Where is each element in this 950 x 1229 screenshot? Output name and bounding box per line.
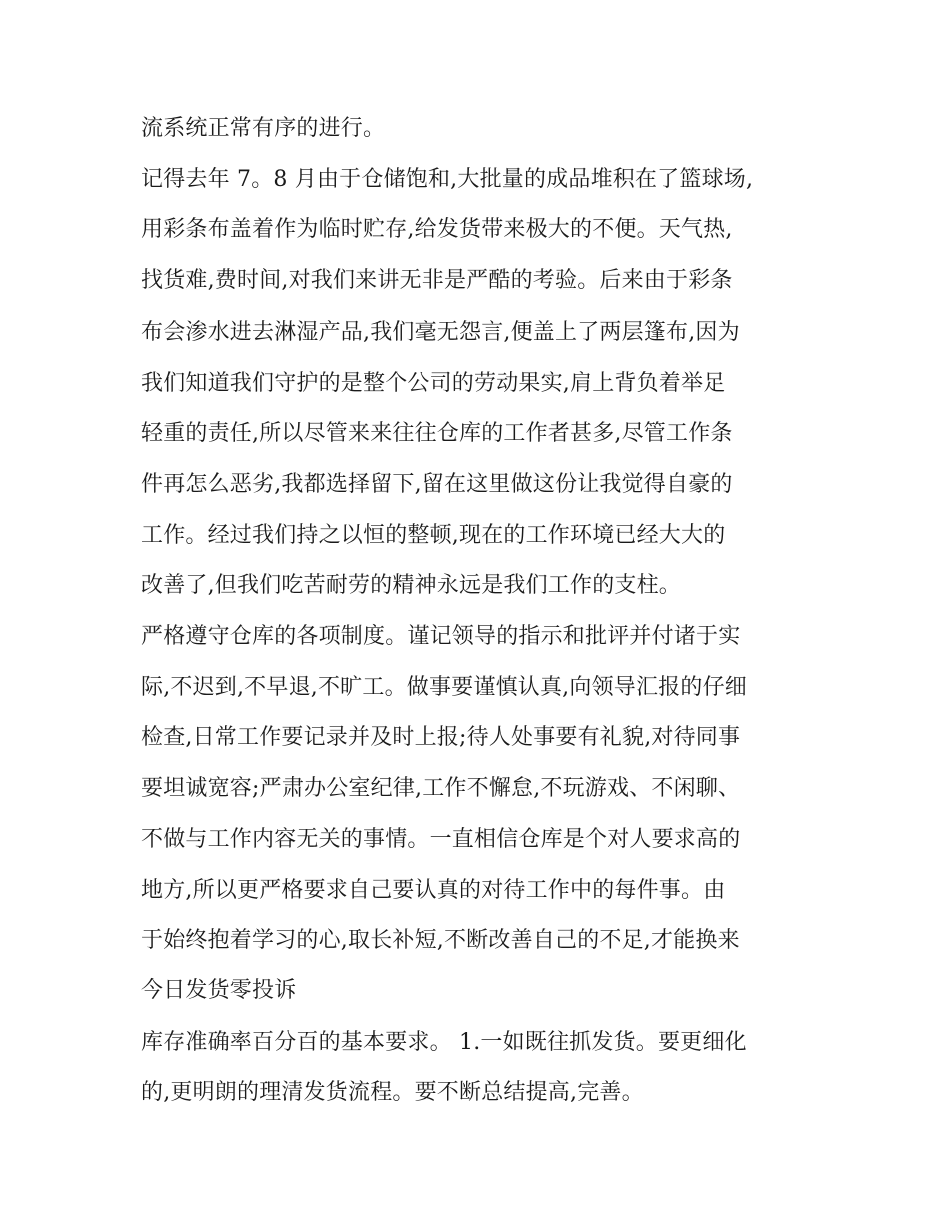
text-line: 的,更明朗的理清发货流程。要不断总结提高,完善。 (141, 1080, 644, 1105)
text-line: 库存准确率百分百的基本要求。 1.一如既往抓发货。要更细化 (141, 1030, 747, 1055)
text-line: 不做与工作内容无关的事情。一直相信仓库是个对人要求高的 (141, 827, 741, 852)
text-line: 要坦诚宽容;严肃办公室纪律,工作不懈怠,不玩游戏、不闲聊、 (141, 776, 741, 801)
text-line: 布会渗水进去淋湿产品,我们毫无怨言,便盖上了两层篷布,因为 (141, 320, 740, 345)
text-line: 检查,日常工作要记录并及时上报;待人处事要有礼貌,对待同事 (141, 725, 741, 750)
text-line: 件再怎么恶劣,我都选择留下,留在这里做这份让我觉得自豪的 (141, 472, 733, 497)
text-line: 记得去年 7。8 月由于仓储饱和,大批量的成品堆积在了篮球场, (141, 167, 754, 192)
text-line: 严格遵守仓库的各项制度。谨记领导的指示和批评并付诸于实 (141, 624, 741, 649)
text-line: 用彩条布盖着作为临时贮存,给发货带来极大的不便。天气热, (141, 217, 733, 242)
text-line: 找货难,费时间,对我们来讲无非是严酷的考验。后来由于彩条 (141, 268, 733, 293)
text-line: 流系统正常有序的进行。 (141, 116, 386, 141)
text-line: 于始终抱着学习的心,取长补短,不断改善自己的不足,才能换来 (141, 928, 740, 953)
text-line: 轻重的责任,所以尽管来来往往仓库的工作者甚多,尽管工作条 (141, 421, 733, 446)
text-line: 工作。经过我们持之以恒的整顿,现在的工作环境已经大大的 (141, 523, 726, 548)
text-line: 改善了,但我们吃苦耐劳的精神永远是我们工作的支柱。 (141, 573, 681, 598)
text-line: 际,不迟到,不早退,不旷工。做事要谨慎认真,向领导汇报的仔细 (141, 675, 747, 700)
text-line: 我们知道我们守护的是整个公司的劳动果实,肩上背负着举足 (141, 371, 726, 396)
text-line: 今日发货零投诉 (141, 978, 297, 1003)
text-line: 地方,所以更严格要求自己要认真的对待工作中的每件事。由 (141, 878, 726, 903)
